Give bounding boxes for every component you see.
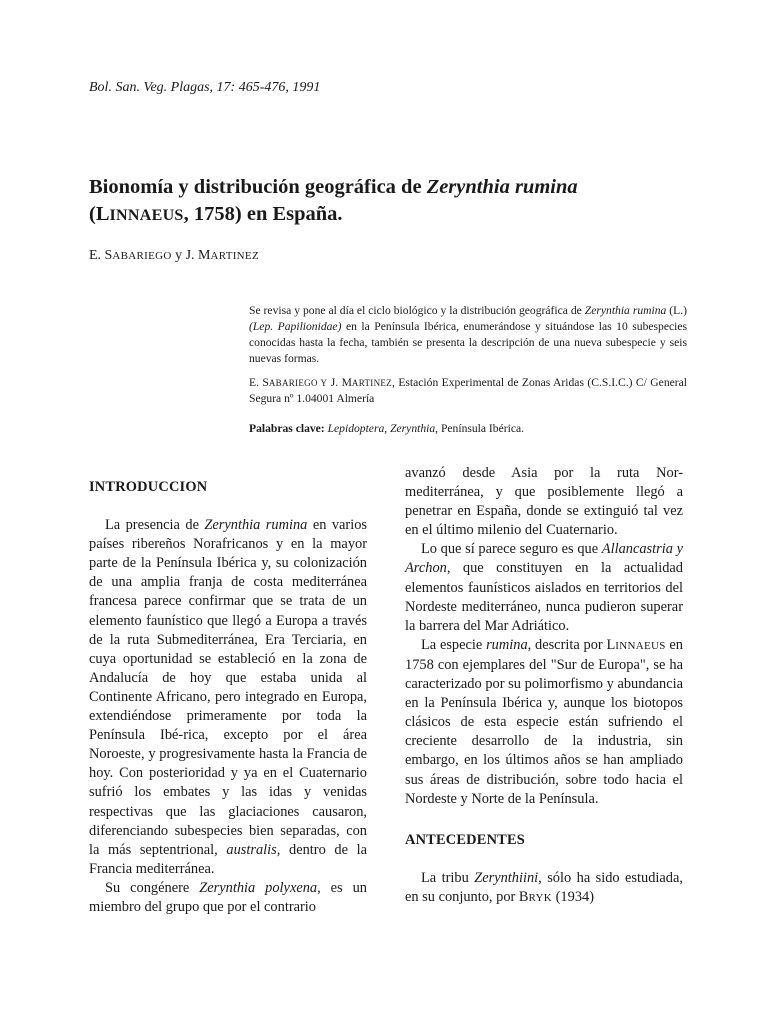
paragraph: La especie rumina, descrita por LINNAEUS en 1758 con ejemplares del "Sur de Europa", se ha caracterizado por su polimorfismo y abundancia en la Península Ibérica y, aunque los biotopos clásicos de esta especie están sufriendo el creciente desarrollo de la industria, sin embargo, en los últimos años se han ampliado sus áreas de distribución, sobre todo hacia el Nordeste y Norte de la Península. [405,636,684,807]
paragraph: Lo que sí parece seguro es que Allancastria y Archon, que constituyen en la actualidad elementos faunísticos aislados en territorios del Nordeste mediterráneo, nunca pudieron superar la barrera del Mar Adriático. [405,541,683,634]
left-column [89,478,367,917]
right-column [405,464,683,908]
section-heading-antecedentes: ANTECEDENTES [405,831,525,848]
article-title: Bionomía y distribución geográfica de Zerynthia rumina (LINNAEUS, 1758) en España. [89,176,578,225]
keywords: Palabras clave: Lepidoptera, Zerynthia, Península Ibérica. [249,422,525,435]
abstract-block [249,303,687,437]
paragraph: La tribu Zerynthiini, sólo ha sido estudiada, en su conjunto, por BRYK (1934) [405,869,683,905]
paragraph: avanzó desde Asia por la ruta Nor-mediterránea, y que posiblemente llegó a penetrar en España, donde se extinguió tal vez en el último milenio del Cuaternario. [405,465,683,539]
section-heading-introduccion: INTRODUCCION [89,479,208,495]
abstract-text: Se revisa y pone al día el ciclo biológico y la distribución geográfica de Zerynthia rumina (L.) (Lep. Papilionidae) en la Península Ibérica, enumerándose y situándose las 10 subespecies conocidas hasta la fecha, también se presenta la descripción de una nueva subespecie y seis nuevas formas. [249,304,688,365]
paragraph: La presencia de Zerynthia rumina en varios países ribereños Norafricanos y en la mayor parte de la Península Ibérica y, su colonización de una amplia franja de costa mediterránea francesa parece confirmar que se trata de un elemento faunístico que llegó a Europa a través de la ruta Submediterránea, Era Terciaria, en cuya oportunidad se estableció en la zona de Andalucía de hoy que estaba unida al Continente Africano, pero integrado en Europa, extendiéndose primeramente por toda la Península Ibé-rica, excepto por el área Noroeste, y progresivamente hasta la Francia de hoy. Con posterioridad y ya en el Cuaternario sufrió los embates y las idas y venidas respectivas que las glaciaciones causaron, diferenciando subespecies bien separadas, con la más septentrional, australis, dentro de la Francia mediterránea. [89,517,368,877]
paragraph: Su congénere Zerynthia polyxena, es un miembro del grupo que por el contrario [89,879,367,915]
author-address: E. SABARIEGO Y J. MARTINEZ, Estación Experimental de Zonas Aridas (C.S.I.C.) C/ General Segura nº 1.04001 Almería [249,376,687,405]
journal-reference: Bol. San. Veg. Plagas, 17: 465-476, 1991 [89,80,321,95]
authors-line: E. SABARIEGO y J. MARTINEZ [89,248,259,263]
